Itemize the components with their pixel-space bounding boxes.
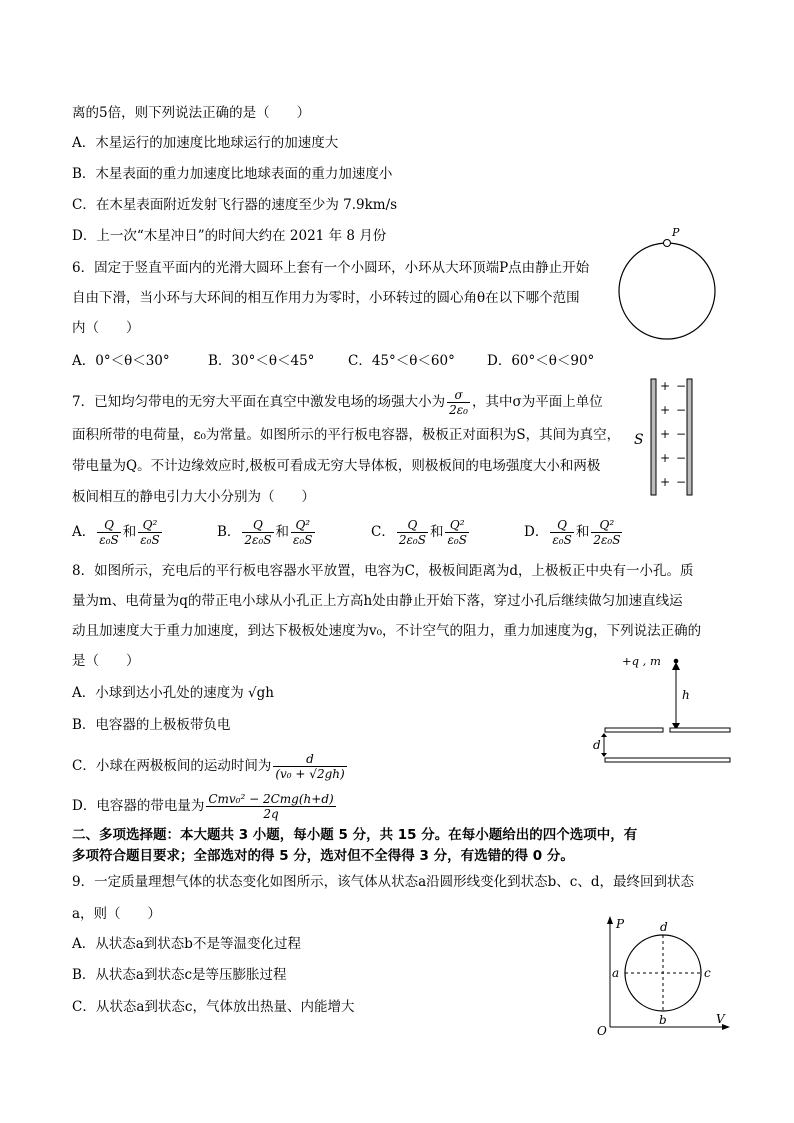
q7-option-a-label: A．: [72, 524, 96, 540]
q7-a-f1n: Q: [97, 518, 120, 533]
minus-sign: −: [676, 475, 687, 489]
p-axis-label: P: [616, 917, 625, 931]
q6-line-2: 自由下滑，当小环与大环间的相互作用力为零时，小环转过的圆心角θ在以下哪个范围: [72, 290, 580, 306]
state-c-label: c: [704, 966, 711, 980]
q7-field-fraction: [447, 388, 470, 417]
q7-d-and: 和: [575, 524, 590, 540]
q7-b-and: 和: [275, 524, 290, 540]
q8-c-num: d: [273, 752, 346, 767]
q5-option-c: C．在木星表面附近发射飞行器的速度至少为 7.9km/s: [72, 197, 398, 213]
q7-b-f1d: 2ε₀S: [244, 533, 272, 547]
q7-d-f1d: ε₀S: [552, 533, 572, 547]
height-h-label: h: [682, 688, 690, 702]
distance-d-label: d: [593, 738, 601, 752]
q6-line-3: 内（ ）: [72, 320, 140, 336]
q7-b-f2d: ε₀S: [293, 533, 313, 547]
q7-frac-den: 2ε₀: [449, 403, 468, 417]
q8-c-den: (v₀ + √2gh): [275, 767, 345, 781]
charge-label: +q , m: [622, 654, 661, 668]
q8-line-4: 是（ ）: [72, 653, 140, 669]
minus-sign: −: [676, 451, 687, 465]
q9-line-1: 9．一定质量理想气体的状态变化如图所示，该气体从状态a沿圆形线变化到状态b、c、d，最终回到状态: [72, 874, 694, 890]
right-plate: [687, 379, 692, 495]
q7-c-f1n: Q: [397, 518, 428, 533]
q5-option-d: D．上一次“木星冲日”的时间大约在 2021 年 8 月份: [72, 228, 387, 244]
q8-line-1: 8．如图所示，充电后的平行板电容器水平放置，电容为C，极板间距离为d，上极板正中央有一小孔。质: [72, 563, 694, 579]
q8-option-d: [72, 792, 338, 821]
q8-capacitor-figure: [590, 648, 740, 770]
q7-option-c-label: C．: [371, 524, 395, 540]
q7-d-f2d: 2ε₀S: [593, 533, 621, 547]
q7-c-f2n: Q²: [445, 518, 468, 533]
q9-option-b: B．从状态a到状态c是等压膨胀过程: [72, 967, 287, 983]
q6-ring-figure: [612, 226, 722, 346]
state-d-label: d: [660, 920, 668, 934]
q7-c-f2d: ε₀S: [447, 533, 467, 547]
q7-c-frac-2: [445, 518, 468, 547]
q8-c-fraction: [273, 752, 346, 781]
origin-label: O: [597, 1024, 607, 1038]
v-axis-label: V: [716, 1012, 725, 1026]
q7-a-and: 和: [122, 524, 137, 540]
q7-line-2: 面积所带的电荷量，ε₀为常量。如图所示的平行板电容器，极板正对面积为S，其间为真空，: [72, 427, 621, 443]
q6-option-a: A．0°＜θ＜30°: [72, 353, 170, 369]
q8-option-d-text: D．电容器的带电量为: [72, 798, 205, 814]
q7-a-f2n: Q²: [138, 518, 161, 533]
q7-d-f2n: Q²: [591, 518, 622, 533]
q9-pv-diagram: [590, 912, 734, 1038]
q7-option-d: [524, 518, 624, 547]
gap-arrow-top: [601, 733, 607, 737]
q7-line-1-b: ，其中σ为平面上单位: [471, 394, 603, 410]
q7-c-frac-1: [397, 518, 428, 547]
arrow-head-top: [672, 662, 680, 670]
gap-arrow-bottom: [601, 753, 607, 757]
p-axis-arrow: [607, 916, 613, 924]
q6-option-c: C．45°＜θ＜60°: [348, 353, 455, 369]
q8-d-num: Cmv₀² − 2Cmg(h+d): [208, 792, 334, 806]
upper-plate-right: [670, 728, 730, 732]
q7-line-1-a: 7．已知均匀带电的无穷大平面在真空中激发电场的场强大小为: [72, 394, 446, 410]
minus-sign: −: [676, 403, 687, 417]
q7-option-c: [371, 518, 471, 547]
q7-b-f2n: Q²: [291, 518, 314, 533]
plus-sign: +: [660, 427, 671, 441]
q7-line-1: [72, 388, 603, 417]
section-2-heading-line-2: 多项符合题目要求；全部选对的得 5 分，选对但不全得得 3 分，有选错的得 0 分。: [72, 848, 574, 864]
q8-d-fraction: [206, 792, 335, 821]
q8-option-b: B．电容器的上极板带负电: [72, 717, 231, 733]
plus-sign: +: [660, 451, 671, 465]
q9-line-2: a，则（ ）: [72, 906, 162, 922]
q7-d-frac-2: [591, 518, 622, 547]
q6-line-1: 6．固定于竖直平面内的光滑大圆环上套有一个小圆环，小环从大环顶端P点由静止开始: [72, 260, 590, 276]
q7-option-a: [72, 518, 164, 547]
q7-b-frac-1: [242, 518, 273, 547]
minus-sign: −: [676, 427, 687, 441]
q5-option-a: A．木星运行的加速度比地球运行的加速度大: [72, 135, 339, 151]
q7-a-frac-1: [97, 518, 120, 547]
large-ring: [619, 243, 715, 339]
q7-a-f2d: ε₀S: [140, 533, 160, 547]
lower-plate: [605, 758, 730, 762]
q7-d-f1n: Q: [550, 518, 573, 533]
q7-frac-num: σ: [447, 388, 470, 403]
q8-option-c-text: C．小球在两极板间的运动时间为: [72, 758, 272, 774]
minus-sign: −: [676, 379, 687, 393]
q5-stem-tail: 离的5倍，则下列说法正确的是（ ）: [72, 105, 311, 121]
q7-a-f1d: ε₀S: [99, 533, 119, 547]
q7-option-b: [217, 518, 317, 547]
q8-line-3: 动且加速度大于重力加速度，到达下极板处速度为v₀，不计空气的阻力，重力加速度为g，下列说法正确的: [72, 623, 702, 639]
q7-line-3: 带电量为Q。不计边缘效应时,极板可看成无穷大导体板，则极板间的电场强度大小和两极: [72, 458, 601, 474]
q7-option-d-label: D．: [524, 524, 549, 540]
q9-option-a: A．从状态a到状态b不是等温变化过程: [72, 936, 301, 952]
section-2-heading-line-1: 二、多项选择题：本大题共 3 小题，每小题 5 分，共 15 分。在每小题给出的四个选项中，有: [72, 827, 638, 843]
small-ring: [664, 240, 671, 247]
q7-c-and: 和: [429, 524, 444, 540]
upper-plate-left: [605, 728, 663, 732]
state-a-label: a: [612, 966, 620, 980]
q8-d-den: 2q: [263, 807, 279, 821]
q6-option-b: B．30°＜θ＜45°: [208, 353, 315, 369]
q8-option-c: [72, 752, 349, 781]
q7-c-f1d: 2ε₀S: [398, 533, 426, 547]
q8-line-2: 量为m、电荷量为q的带正电小球从小孔正上方高h处由静止开始下落，穿过小孔后继续做匀加速直线运: [72, 593, 683, 609]
q7-b-f1n: Q: [242, 518, 273, 533]
q7-b-frac-2: [291, 518, 314, 547]
q6-option-d: D．60°＜θ＜90°: [487, 353, 595, 369]
q7-option-b-label: B．: [217, 524, 241, 540]
q7-d-frac-1: [550, 518, 573, 547]
q8-option-a: A．小球到达小孔处的速度为 √gh: [72, 685, 274, 701]
q7-line-4: 板间相互的静电引力大小分别为（ ）: [72, 489, 315, 505]
plus-sign: +: [660, 475, 671, 489]
q7-a-frac-2: [138, 518, 161, 547]
plus-sign: +: [660, 379, 671, 393]
q5-option-b: B．木星表面的重力加速度比地球表面的重力加速度小: [72, 166, 393, 182]
plus-sign: +: [660, 403, 671, 417]
point-p-label: P: [672, 226, 680, 239]
q9-option-c: C．从状态a到状态c，气体放出热量、内能增大: [72, 999, 355, 1015]
left-plate: [651, 379, 656, 495]
state-b-label: b: [659, 1013, 667, 1027]
q7-capacitor-figure: [632, 376, 702, 500]
area-s-label: S: [634, 432, 644, 448]
